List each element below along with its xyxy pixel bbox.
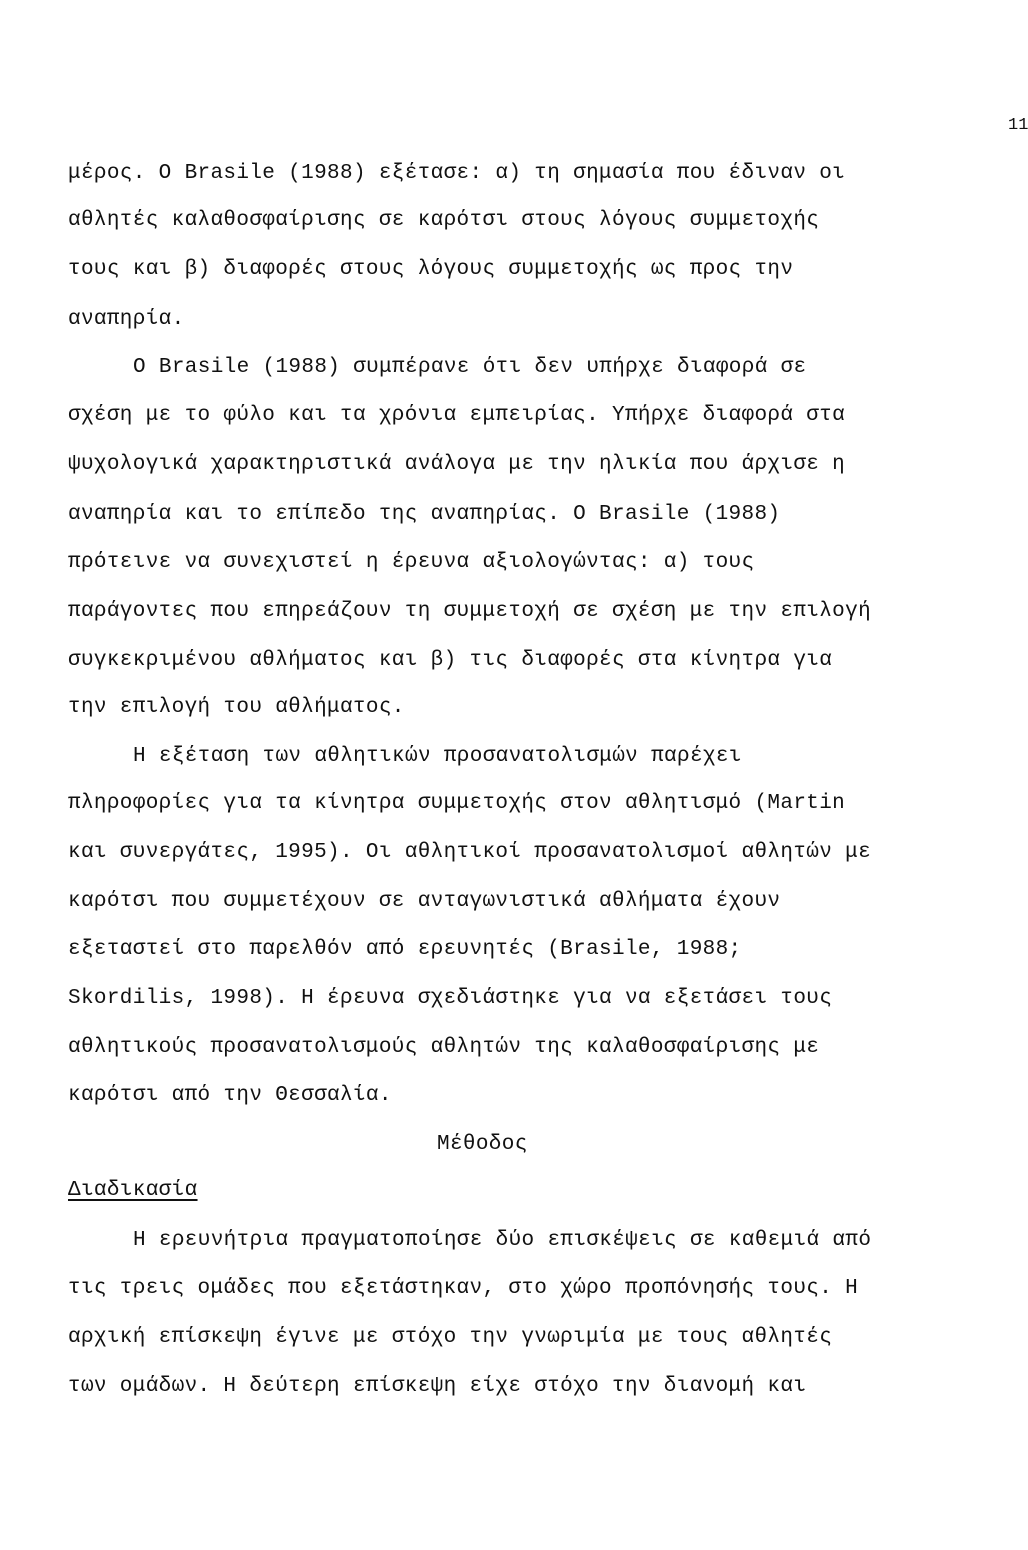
page-number: 11 bbox=[1008, 116, 1028, 135]
text-line: την επιλογή του αθλήματος. bbox=[68, 696, 405, 719]
text-line: συγκεκριμένου αθλήματος και β) τις διαφορές στα κίνητρα για bbox=[68, 649, 833, 672]
text-line: ψυχολογικά χαρακτηριστικά ανάλογα με την ηλικία που άρχισε η bbox=[68, 453, 846, 476]
text-line: τις τρεις ομάδες που εξετάστηκαν, στο χώρο προπόνησής τους. Η bbox=[68, 1277, 859, 1300]
text-line: εξεταστεί στο παρελθόν από ερευνητές (Brasile, 1988; bbox=[68, 938, 742, 961]
text-line: Skordilis, 1998). Η έρευνα σχεδιάστηκε για να εξετάσει τους bbox=[68, 987, 833, 1010]
text-line: τους και β) διαφορές στους λόγους συμμετοχής ως προς την bbox=[68, 258, 794, 281]
text-line: πρότεινε να συνεχιστεί η έρευνα αξιολογώντας: α) τους bbox=[68, 551, 755, 574]
text-line: αθλητικούς προσανατολισμούς αθλητών της καλαθοσφαίρισης με bbox=[68, 1036, 820, 1059]
text-line: αθλητές καλαθοσφαίρισης σε καρότσι στους λόγους συμμετοχής bbox=[68, 209, 820, 232]
text-line: των ομάδων. Η δεύτερη επίσκεψη είχε στόχο την διανομή και bbox=[68, 1375, 807, 1398]
text-line: αναπηρία. bbox=[68, 308, 185, 331]
text-line: Η εξέταση των αθλητικών προσανατολισμών παρέχει bbox=[133, 745, 742, 768]
text-line: σχέση με το φύλο και τα χρόνια εμπειρίας. Υπήρχε διαφορά στα bbox=[68, 404, 846, 427]
text-line: Η ερευνήτρια πραγματοποίησε δύο επισκέψεις σε καθεμιά από bbox=[133, 1229, 872, 1252]
subsection-heading: Διαδικασία bbox=[68, 1179, 198, 1202]
text-line: πληροφορίες για τα κίνητρα συμμετοχής στον αθλητισμό (Martin bbox=[68, 792, 846, 815]
text-line: αναπηρία και το επίπεδο της αναπηρίας. O Brasile (1988) bbox=[68, 503, 781, 526]
text-line: παράγοντες που επηρεάζουν τη συμμετοχή σε σχέση με την επιλογή bbox=[68, 600, 872, 623]
text-line: καρότσι που συμμετέχουν σε ανταγωνιστικά αθλήματα έχουν bbox=[68, 890, 781, 913]
text-line: καρότσι από την Θεσσαλία. bbox=[68, 1084, 392, 1107]
text-line: μέρος. O Brasile (1988) εξέτασε: α) τη σημασία που έδιναν οι bbox=[68, 162, 846, 185]
text-line: O Brasile (1988) συμπέρανε ότι δεν υπήρχε διαφορά σε bbox=[133, 356, 807, 379]
text-line: αρχική επίσκεψη έγινε με στόχο την γνωριμία με τους αθλητές bbox=[68, 1326, 833, 1349]
section-heading: Μέθοδος bbox=[437, 1133, 528, 1156]
text-line: και συνεργάτες, 1995). Οι αθλητικοί προσανατολισμοί αθλητών με bbox=[68, 841, 872, 864]
